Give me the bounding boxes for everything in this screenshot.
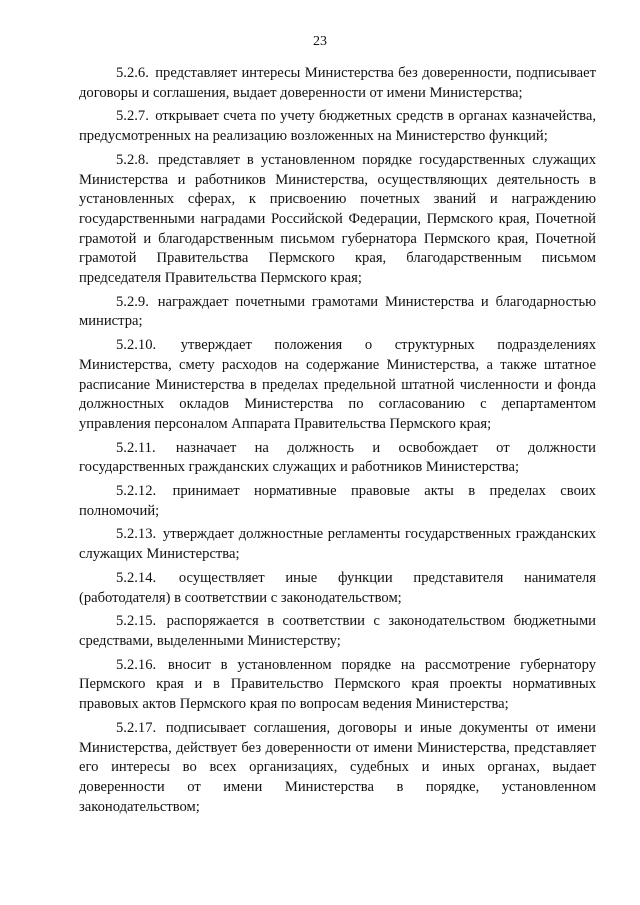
paragraph-number: 5.2.16. xyxy=(116,656,157,673)
paragraph-5-2-15 xyxy=(79,612,596,651)
paragraph-number: 5.2.8. xyxy=(116,151,149,168)
paragraph-text: подписывает соглашения, договоры и иные документы от имени Министерства, действует без доверенности от имени Министерства, представляет его интересы во всех организациях, судебных и иных органах, выдает доверенности от имени Министерства в порядке, установленном законодательством; xyxy=(79,719,596,815)
paragraph-5-2-12 xyxy=(79,482,596,521)
paragraph-text: осуществляет иные функции представителя нанимателя (работодателя) в соответствии с законодательством; xyxy=(79,569,596,606)
paragraph-number: 5.2.6. xyxy=(116,65,149,81)
paragraph-5-2-11 xyxy=(79,439,596,478)
paragraph-5-2-6 xyxy=(79,64,596,103)
paragraph-number: 5.2.14. xyxy=(116,569,157,586)
paragraph-number: 5.2.17. xyxy=(116,719,157,736)
paragraph-number: 5.2.10. xyxy=(116,337,157,354)
paragraph-5-2-8 xyxy=(79,151,596,289)
paragraph-text: утверждает должностные регламенты государственных гражданских служащих Министерства; xyxy=(79,526,596,563)
paragraph-text: представляет в установленном порядке государственных служащих Министерства и работников Министерства, осуществляющих деятельность в установленных сферах, к присвоению почетных званий и награждению государственными наградами Российской Федерации, Пермского края, Почетной грамотой и благодарственным письмом губернатора Пермского края, Почетной грамотой Правительства Пермского края, благодарственным письмом председателя Правительства Пермского края; xyxy=(79,151,596,287)
paragraph-5-2-9 xyxy=(79,293,596,332)
paragraph-text: представляет интересы Министерства без доверенности, подписывает договоры и соглашения, выдает доверенности от имени Министерства; xyxy=(79,65,596,101)
paragraph-number: 5.2.11. xyxy=(116,439,156,456)
paragraph-5-2-10 xyxy=(79,336,596,435)
document-body xyxy=(79,64,596,821)
paragraph-text: награждает почетными грамотами Министерства и благодарностью министра; xyxy=(79,293,596,330)
page-number: 23 xyxy=(313,34,327,49)
paragraph-5-2-16 xyxy=(79,656,596,715)
paragraph-number: 5.2.15. xyxy=(116,613,157,630)
paragraph-text: утверждает положения о структурных подразделениях Министерства, смету расходов на содержание Министерства, а также штатное расписание Министерства в пределах предельной штатной численности и фонда должностных окладов Министерства по согласованию с департаментом управления персоналом Аппарата Правительства Пермского края; xyxy=(79,337,596,432)
paragraph-text: принимает нормативные правовые акты в пределах своих полномочий; xyxy=(79,483,596,519)
paragraph-text: распоряжается в соответствии с законодательством бюджетными средствами, выделенными Министерству; xyxy=(79,613,596,649)
paragraph-text: вносит в установленном порядке на рассмотрение губернатору Пермского края и в Правительство Пермского края проекты нормативных правовых актов Пермского края по вопросам ведения Министерства; xyxy=(79,656,596,713)
paragraph-5-2-17 xyxy=(79,719,596,818)
paragraph-text: назначает на должность и освобождает от должности государственных гражданских служащих и работников Министерства; xyxy=(79,439,596,476)
paragraph-5-2-14 xyxy=(79,569,596,608)
paragraph-number: 5.2.7. xyxy=(116,108,149,125)
paragraph-number: 5.2.13. xyxy=(116,526,157,543)
paragraph-5-2-7 xyxy=(79,107,596,146)
paragraph-5-2-13 xyxy=(79,525,596,564)
paragraph-number: 5.2.9. xyxy=(116,293,149,310)
paragraph-text: открывает счета по учету бюджетных средств в органах казначейства, предусмотренных на реализацию возложенных на Министерство функций; xyxy=(79,108,596,145)
paragraph-number: 5.2.12. xyxy=(116,483,157,500)
